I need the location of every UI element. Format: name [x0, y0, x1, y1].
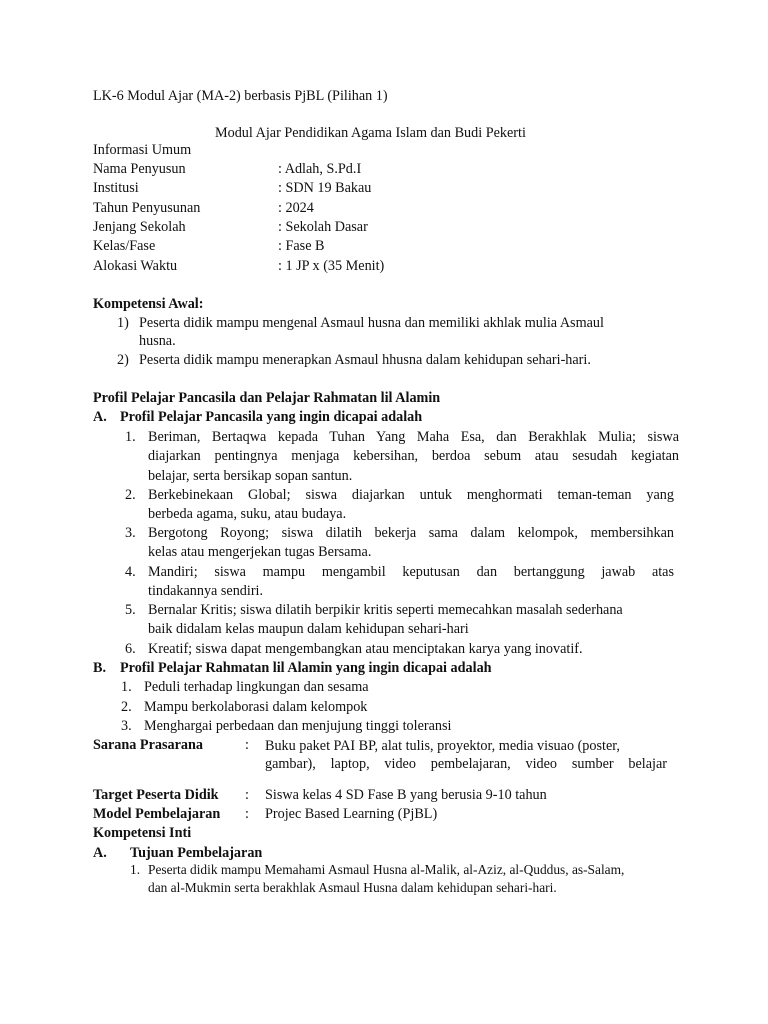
list-number: 2.: [121, 699, 132, 715]
list-number: 2.: [125, 487, 136, 503]
section-title: Profil Pelajar Pancasila yang ingin dicapai adalah: [120, 409, 423, 425]
model-colon: :: [245, 806, 249, 822]
sarana-colon: :: [245, 737, 249, 753]
list-number: 3.: [121, 718, 132, 734]
info-heading: Informasi Umum: [93, 142, 192, 158]
list-item-text: Peduli terhadap lingkungan dan sesama: [144, 679, 369, 695]
profil-heading: Profil Pelajar Pancasila dan Pelajar Rahmatan lil Alamin: [93, 390, 441, 406]
list-item-text: Peserta didik mampu menerapkan Asmaul hhusna dalam kehidupan sehari-hari.: [139, 352, 591, 368]
info-value: : 2024: [278, 200, 314, 216]
list-item-text: Mampu berkolaborasi dalam kelompok: [144, 699, 368, 715]
list-item-text: husna.: [139, 333, 176, 349]
section-letter: A.: [93, 409, 107, 425]
info-label: Kelas/Fase: [93, 238, 156, 254]
section-title: Tujuan Pembelajaran: [130, 845, 263, 861]
sarana-label: Sarana Prasarana: [93, 737, 203, 753]
list-item-text: Peserta didik mampu Memahami Asmaul Husna al-Malik, al-Aziz, al-Quddus, as-Salam,: [148, 862, 625, 877]
list-item-text: Bergotong Royong; siswa dilatih bekerja sama dalam kelompok, membersihkan: [148, 525, 674, 541]
info-label: Nama Penyusun: [93, 161, 186, 177]
info-value: : Fase B: [278, 238, 325, 254]
info-value: : Sekolah Dasar: [278, 219, 368, 235]
list-item-text: tindakannya sendiri.: [148, 583, 264, 599]
list-number: 3.: [125, 525, 136, 541]
list-item-text: Peserta didik mampu mengenal Asmaul husna dan memiliki akhlak mulia Asmaul: [139, 315, 604, 331]
document-header: LK-6 Modul Ajar (MA-2) berbasis PjBL (Pilihan 1): [93, 88, 388, 104]
list-item-text: diajarkan pentingnya menjaga kebersihan, berdoa sebum atau sesudah kegiatan: [148, 448, 679, 464]
sarana-value: Buku paket PAI BP, alat tulis, proyektor, media visuao (poster,: [265, 738, 620, 754]
list-item-text: dan al-Mukmin serta berakhlak Asmaul Husna dalam kehidupan sehari-hari.: [148, 880, 557, 895]
list-item-text: Berkebinekaan Global; siswa diajarkan untuk menghormati teman-teman yang: [148, 487, 674, 503]
target-colon: :: [245, 787, 249, 803]
list-number: 1.: [121, 679, 132, 695]
info-label: Institusi: [93, 180, 139, 196]
list-item-text: Mandiri; siswa mampu mengambil keputusan dan bertanggung jawab atas: [148, 564, 674, 580]
list-item-text: berbeda agama, suku, atau budaya.: [148, 506, 347, 522]
info-label: Tahun Penyusunan: [93, 200, 201, 216]
section-title: Profil Pelajar Rahmatan lil Alamin yang ingin dicapai adalah: [120, 660, 492, 676]
list-number: 5.: [125, 602, 136, 618]
info-label: Alokasi Waktu: [93, 258, 178, 274]
info-label: Jenjang Sekolah: [93, 219, 186, 235]
list-number: 6.: [125, 641, 136, 657]
target-label: Target Peserta Didik: [93, 787, 219, 803]
info-value: : SDN 19 Bakau: [278, 180, 372, 196]
list-number: 2): [117, 352, 129, 368]
list-item-text: kelas atau mengerjekan tugas Bersama.: [148, 544, 372, 560]
list-number: 4.: [125, 564, 136, 580]
list-item-text: Bernalar Kritis; siswa dilatih berpikir kritis seperti memecahkan masalah sederhana: [148, 602, 623, 618]
section-letter: A.: [93, 845, 107, 861]
kompetensi-inti-heading: Kompetensi Inti: [93, 825, 192, 841]
kompetensi-awal-heading: Kompetensi Awal:: [93, 296, 204, 312]
model-label: Model Pembelajaran: [93, 806, 221, 822]
list-number: 1.: [130, 862, 141, 877]
model-value: Projec Based Learning (PjBL): [265, 806, 438, 822]
list-item-text: Menghargai perbedaan dan menjujung tinggi toleransi: [144, 718, 452, 734]
module-title: Modul Ajar Pendidikan Agama Islam dan Budi Pekerti: [215, 125, 526, 141]
target-value: Siswa kelas 4 SD Fase B yang berusia 9-10 tahun: [265, 787, 547, 803]
list-item-text: Beriman, Bertaqwa kepada Tuhan Yang Maha Esa, dan Berakhlak Mulia; siswa: [148, 429, 679, 445]
list-number: 1.: [125, 429, 136, 445]
list-item-text: belajar, serta bersikap sopan santun.: [148, 468, 353, 484]
list-item-text: Kreatif; siswa dapat mengembangkan atau menciptakan karya yang inovatif.: [148, 641, 583, 657]
section-letter: B.: [93, 660, 107, 676]
info-value: : 1 JP x (35 Menit): [278, 258, 385, 274]
list-number: 1): [117, 315, 129, 331]
sarana-value: gambar), laptop, video pembelajaran, video sumber belajar: [265, 756, 667, 772]
list-item-text: baik didalam kelas maupun dalam kehidupan sehari-hari: [148, 621, 469, 637]
info-value: : Adlah, S.Pd.I: [278, 161, 362, 177]
